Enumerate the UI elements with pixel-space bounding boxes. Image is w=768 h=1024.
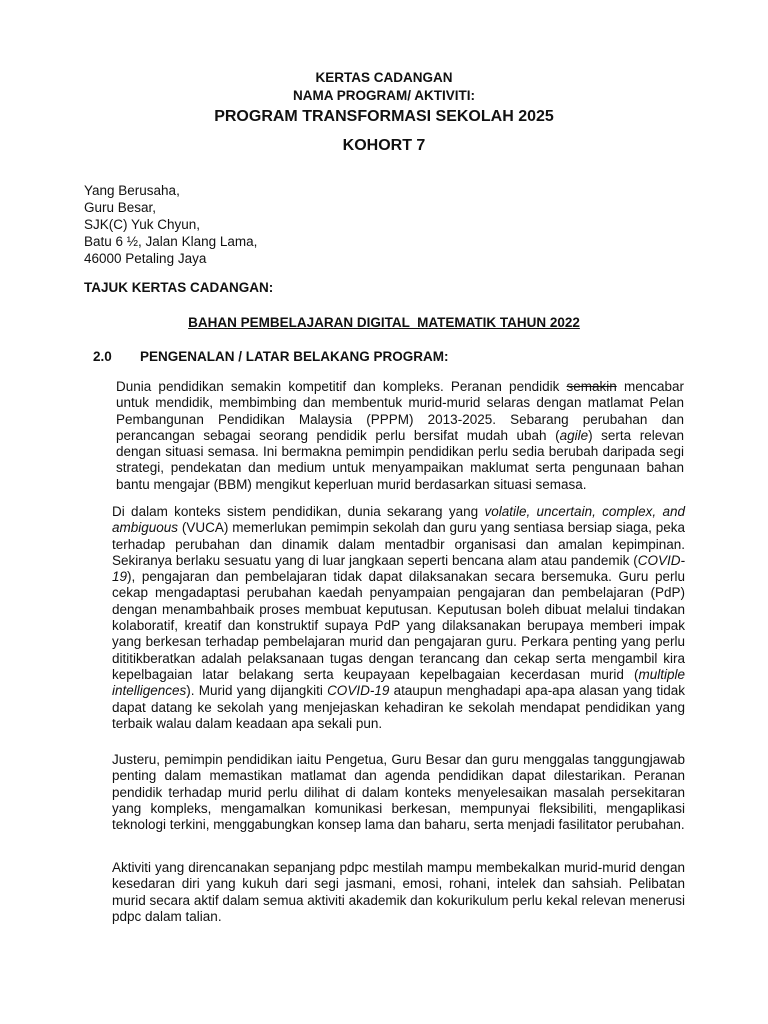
header-line-kertas-cadangan: KERTAS CADANGAN <box>315 70 453 85</box>
program-title: PROGRAM TRANSFORMASI SEKOLAH 2025 <box>214 108 554 125</box>
p2-text: ataupun menghadapi apa-apa alasan yang tidak dapat datang ke sekolah yang menjejaskan kehadiran ke sekolah mendapat pendidikan yang terbaik walau dalam keadaan apa sekali pun. <box>112 683 685 731</box>
p2-text: ). Murid yang dijangkiti <box>186 683 328 699</box>
address-line: Yang Berusaha, <box>84 183 180 198</box>
p2-italic-text: multiple intelligences <box>112 666 685 699</box>
p1-text: mencabar untuk mendidik, membimbing dan membentuk murid-murid selaras dengan matlamat Pelan Pembangunan Pendidikan Malaysia (PPPM) 2013-2025. Sebarang perubahan dan perancangan sebagai seorang pendidik perlu bersifat mudah ubah ( <box>116 379 684 443</box>
p1-strike-text: semakin <box>566 379 617 394</box>
proposal-subtitle: BAHAN PEMBELAJARAN DIGITAL MATEMATIK TAHUN 2022 <box>188 315 580 330</box>
header-line-nama-program: NAMA PROGRAM/ AKTIVITI: <box>293 88 475 103</box>
paragraph-1 <box>116 379 684 493</box>
address-line: 46000 Petaling Jaya <box>84 251 207 266</box>
tajuk-label: TAJUK KERTAS CADANGAN: <box>84 280 274 295</box>
paragraph-3: Justeru, pemimpin pendidikan iaitu Pengetua, Guru Besar dan guru menggalas tanggungjawab penting dalam memastikan matlamat dan agenda pendidikan dapat dilestarikan. Peranan pendidik terhadap murid perlu dilihat di dalam konteks menyelesaikan masalah persekitaran yang kompleks, mengamalkan komunikasi berkesan, mempunyai fleksibiliti, mengaplikasi teknologi terkini, menggabungkan konsep lama dan baharu, serta menjadi fasilitator perubahan. <box>112 752 685 833</box>
address-line: SJK(C) Yuk Chyun, <box>84 217 201 232</box>
kohort-title: KOHORT 7 <box>342 137 426 154</box>
p2-text: (VUCA) memerlukan pemimpin sekolah dan guru yang sentiasa bersiap siaga, peka terhadap perubahan dan dinamik dalam mentadbir organisasi dan amalan kepimpinan. Sekiranya berlaku sesuatu yang di luar jangkaan seperti bencana alam atau pandemik ( <box>112 520 685 568</box>
p2-italic-text: COVID-19 <box>327 683 390 699</box>
p2-text: ), pengajaran dan pembelajaran tidak dapat dilaksanakan secara bersemuka. Guru perlu cekap mengadaptasi perubahan kaedah penyampaian pengajaran dan pembelajaran (PdP) dengan menambahbaik proses membuat keputusan. Keputusan boleh dibuat melalui tindakan kolaboratif, kreatif dan konstruktif supaya PdP yang dilaksanakan berupaya memberi impak yang berkesan terhadap pembelajaran murid dan pengajaran guru. Perkara penting yang perlu dititikberatkan adalah pelaksanaan tugas dengan terancang dan cekap serta mengambil kira kepelbagaian latar belakang serta keupayaan kepelbagaian kecerdasan murid ( <box>112 569 685 682</box>
section-number: 2.0 <box>93 349 112 364</box>
paragraph-2 <box>112 504 685 732</box>
address-line: Guru Besar, <box>84 200 157 215</box>
paragraph-4: Aktiviti yang direncanakan sepanjang pdpc mestilah mampu membekalkan murid-murid dengan kesedaran diri yang kukuh dari segi jasmani, emosi, rohani, intelek dan sahsiah. Pelibatan murid secara aktif dalam semua aktiviti akademik dan kokurikulum perlu kekal relevan menerusi pdpc dalam talian. <box>112 860 685 924</box>
p1-text: ) serta relevan dengan situasi semasa. Ini bermakna pemimpin pendidikan perlu sedia berubah daripada segi strategi, pendekatan dan medium untuk menyampaikan maklumat serta pengunaan bahan bantu mengajar (BBM) mengikut keperluan murid berdasarkan situasi semasa. <box>116 427 684 492</box>
section-title: PENGENALAN / LATAR BELAKANG PROGRAM: <box>140 349 449 364</box>
p1-italic-text: agile <box>559 427 589 443</box>
p2-text: Di dalam konteks sistem pendidikan, dunia sekarang yang <box>112 504 485 519</box>
address-line: Batu 6 ½, Jalan Klang Lama, <box>84 234 258 249</box>
recipient-address <box>84 182 257 267</box>
p1-text: Dunia pendidikan semakin kompetitif dan kompleks. Peranan pendidik <box>116 379 567 394</box>
p2-italic-text: COVID-19 <box>112 552 685 585</box>
p2-italic-text: volatile, uncertain, complex, and ambiguous <box>112 504 685 536</box>
